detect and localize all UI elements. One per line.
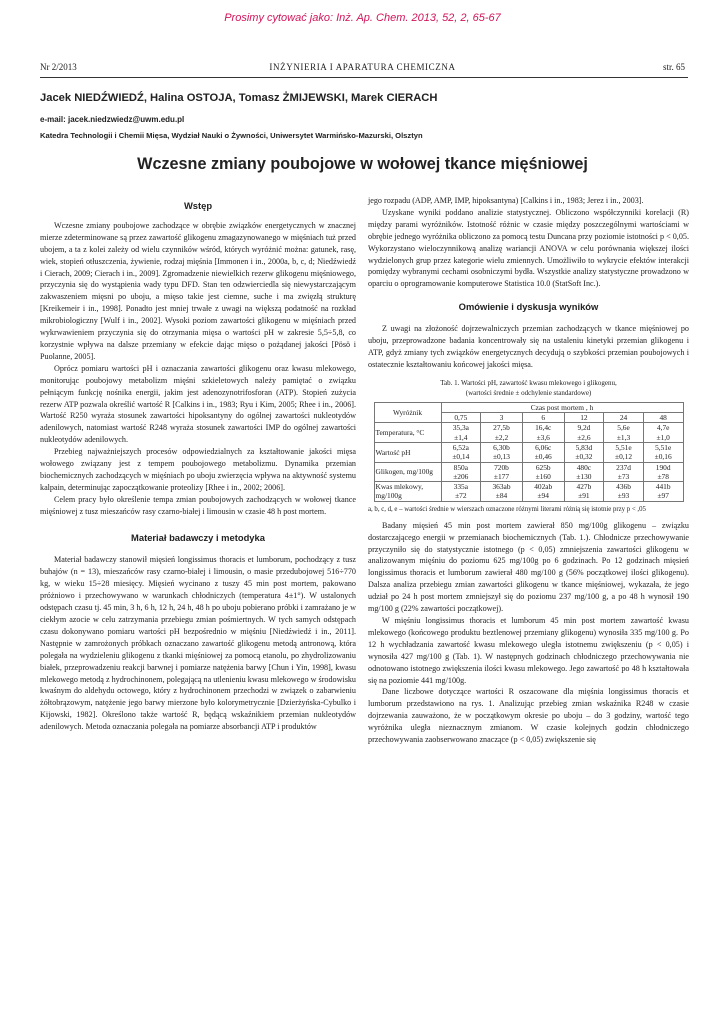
table-cell — [604, 442, 644, 462]
cell-mean: 480c — [576, 462, 592, 472]
cell-mean: 402ab — [534, 482, 553, 492]
table-row-label: Glikogen, mg/100g — [374, 462, 441, 482]
table-row — [374, 442, 683, 462]
table-cell — [643, 423, 683, 443]
paper-title: Wczesne zmiany poubojowe w wołowej tkance mięśniowej — [137, 155, 588, 173]
header-page: str. 65 — [662, 62, 685, 72]
cell-sd: ±0,46 — [534, 452, 552, 462]
intro-paragraph-1: Wczesne zmiany poubojowe zachodzące w obrębie związków energetycznych w znacznej mierze zdeterminowane są przez zawartość glikogenu zmagazynowanego w mięśniach tuż przed ubojem, a ta z kolei zależy od wielu czynników wśród, których wyróżnić można: gatunek, rasę, wiek, stopień otłuszczenia, żywienie, rodzaj mięśnia [Immonen i in., 2000a, b, c, d; Niedźwiedź i Cierach, 2009; Cierach i in., 2009]. Zgromadzenie niewielkich rezerw glikogenu mięśniowego, przyczynia się do wystąpienia wady typu DFD. Stan ten odzwierciedla się niewystarczającym zakwaszeniem mięsni po uboju, a mięso takie jest ciemne, suche i ma zwięzłą strukturę [Kreikemeir i in., 1998]. Ponadto jest mniej trwałe z uwagi na większą podatność na rozkład mikrobiologiczny [Wulf i in., 2002]. Wysoki poziom zawartości glikogenu w mięśniach przed wykrwawieniem przyczynia się do otrzymania mięsa o wartości pH w zakresie 5,5÷5,8, co korzystnie wpływa na dalsze przemiany w efekcie dając mięso o pożądanej jakości [Pösö i Puolanne, 2005]. — [40, 220, 356, 361]
table-cell — [441, 442, 481, 462]
table-cell — [441, 482, 481, 502]
cell-mean: 625b — [535, 462, 551, 472]
header-journal: INŻYNIERIA I APARATURA CHEMICZNA — [269, 62, 456, 72]
cell-mean: 27,5b — [493, 423, 510, 433]
table-1 — [368, 378, 689, 514]
cell-mean: 5,51e — [615, 442, 632, 452]
table-time-cell: 48 — [643, 413, 683, 423]
table-cell — [604, 482, 644, 502]
table-cell — [564, 442, 604, 462]
cell-mean: 190d — [655, 462, 671, 472]
statistics-paragraph: Uzyskane wyniki poddano analizie statystycznej. Obliczono współczynniki korelacji (R) między parami wyróżników. Istotność różnic w czasie między poszczególnymi wartościami w obrębie jednego wyróżnika obliczono za pomocą testu Duncana przy poziomie istotności p < 0,05. Wykorzystano wieloczynnikową analizę wariancji ANOVA w celu porównania większej ilości wydzielonych grup przez kategorie wielu zmiennych. Umożliwiło to wykrycie efektów interakcji pomiędzy wybranymi cechami osobniczymi bydła. Wszystkie analizy statystyczne prowadzono w oparciu o oprogramowanie komputerowe Statistica 10.0 (StatSoft Inc.). — [368, 207, 689, 289]
table-time-cell: 0,75 — [441, 413, 481, 423]
table-cell — [604, 423, 644, 443]
cell-sd: ±160 — [535, 471, 551, 481]
cell-sd: ±177 — [493, 471, 510, 481]
table-cell — [522, 462, 564, 482]
cell-sd: ±0,16 — [654, 452, 672, 462]
table-cell — [564, 423, 604, 443]
citation-banner: Prosimy cytować jako: Inż. Ap. Chem. 2013, 52, 2, 65-67 — [224, 12, 501, 24]
cell-sd: ±1,4 — [454, 432, 468, 442]
cell-mean: 441b — [655, 482, 671, 492]
table-cell — [643, 482, 683, 502]
table-cell — [481, 462, 523, 482]
cell-sd: ±206 — [453, 471, 469, 481]
table-time-cell: 3 — [481, 413, 523, 423]
cell-sd: ±91 — [578, 491, 590, 501]
cell-sd: ±2,2 — [494, 432, 509, 442]
table-cell — [481, 442, 523, 462]
table-cell — [522, 482, 564, 502]
discussion-paragraph-4: Dane liczbowe dotyczące wartości R oszacowane dla mięśnia longissimus thoracis et lumborum przedstawiono na rys. 1. Analizując przebieg zmian wskaźnika R248 w czasie dojrzewania zauważono, że w początkowym okresie po uboju – do 3 godziny, wartość tego wyróżnika uległa nieznacznym zmianom. W czasie kolejnych godzin chłodniczego przechowywania zaobserwowano znaczące (p < 0,05) zwiększenie się — [368, 687, 689, 745]
cell-sd: ±94 — [537, 491, 549, 501]
table-row-label: Temperatura, °C — [374, 423, 441, 443]
table-cell — [643, 462, 683, 482]
discussion-paragraph-3: W mięśniu longissimus thoracis et lumborum 45 min post mortem zawartość kwasu mlekowego (końcowego produktu beztlenowej przemiany glikogenu) wynosiła 335 mg/100 g. Po 12 h wychładzania zawartość kwasu mlekowego uległa istotnemu zwiększeniu (p < 0,05) i wynosiła 427 mg/100 g (Tab. 1). W następnych godzinach chłodniczego przechowywania nie odnotowano istotnego zwiększenia ilości kwasu mlekowego. Jego zawartość po 48 h kształtowała się na poziomie 441 mg/100g. — [368, 616, 689, 685]
cell-sd: ±0,32 — [575, 452, 593, 462]
cell-mean: 6,30b — [493, 442, 510, 452]
header-rule — [40, 77, 688, 78]
affiliation: Katedra Technologii i Chemii Mięsa, Wydział Nauki o Żywności, Uniwersytet Warmińsko-Mazurski, Olsztyn — [40, 131, 423, 140]
cell-sd: ±78 — [657, 471, 669, 481]
cell-mean: 6,52a — [452, 442, 469, 452]
materials-paragraph: Materiał badawczy stanowił mięsień longissimus thoracis et lumborum, pochodzący z tusz buhajów (n = 13), mieszańców rasy czarno-białej i limousin, o masie przedubojowej 516÷770 kg, w wieku 15÷28 miesięcy. Mięsień wycinano z tuszy 45 min post mortem, pakowano próżniowo i przechowywano w warunkach chłodniczych (temperatura 4±1°). W ustalonych odstępach czasu tj. 45 min, 3 h, 6 h, 12 h, 24 h, 48 h po uboju pobierano próbki i zamrażano je w ciekłym azocie w celu zatrzymania przebiegu zmian pośmiertnych. W tych samych odstępach czasu dokonywano pomiaru wartości pH bezpośrednio w mięśniu [Niedźwiedź i in., 2011]. Następnie w zamrożonych próbkach oznaczano zawartość glikogenu metodą antronową, która polegała na wydzieleniu glikogenu z tkanki mięśniowej za pomocą etanolu, po zhydrolizowaniu białek, przeprowadzeniu reakcji barwnej i pomiarze natężenia barwy [Chun i Yin, 1998], kwasu mlekowego metodą z hydrochinonem, polegającą na utlenieniu kwasu mlekowego w środowisku kwaśnym do aldehydu octowego, który z hydrochinonem przechodzi w związek o zabarwieniu żółtobrązowym, natężenie jego barwy mierzone było kolorymetrycznie [Dzierżyńska-Cybulko i Kijowski, 1982]. Określono także wartość R, będącą wskaźnikiem przemian nukleotydów adenilowych. Metoda oznaczania polegała na pomiarze absorbancji ATP i produktów — [40, 555, 356, 732]
table-cell — [564, 462, 604, 482]
table-footnote: a, b, c, d, e – wartości średnie w wierszach oznaczone różnymi literami różnią się istotnie przy p < ,05 — [368, 505, 646, 513]
table-caption-line-2: (wartości średnie ± odchylenie standardowe) — [465, 388, 592, 397]
table-cell — [564, 482, 604, 502]
table-cell — [441, 423, 481, 443]
cell-mean: 5,51e — [655, 442, 672, 452]
cell-mean: 9,2d — [577, 423, 591, 433]
table-cell — [604, 462, 644, 482]
table-cell — [441, 462, 481, 482]
authors: Jacek NIEDŹWIEDŹ, Halina OSTOJA, Tomasz ŻMIJEWSKI, Marek CIERACH — [40, 92, 438, 104]
data-table — [374, 402, 684, 502]
section-heading-discussion: Omówienie i dyskusja wyników — [458, 301, 599, 313]
table-time-cell: 6 — [522, 413, 564, 423]
section-heading-intro: Wstęp — [183, 200, 213, 211]
intro-paragraph-2: Oprócz pomiaru wartości pH i oznaczania zawartości glikogenu oraz kwasu mlekowego, monitorując poubojowy metabolizm mięśni szkieletowych należy pamiętać o związku pełniącym funkcję nośnika energii, jakim jest adenozynotrifosforan (ATP). Stopień zużycia rezerw ATP pozwala określić wartość R [Calkins i in., 1983; Ryu i Kim, 2005; Rhee i in., 2006]. Wartość R250 wyraża stosunek zawartości hipoksantyny do ogólnej zawartości nukleotydów adenilowych, natomiast wartość R248 wyraża stosunek zawartości IMP do ogólnej zawartości nukleotydów adenilowych. — [40, 363, 356, 445]
email[interactable]: e-mail: jacek.niedzwiedz@uwm.edu.pl — [40, 115, 185, 124]
table-cell — [522, 442, 564, 462]
cell-sd: ±84 — [495, 491, 508, 501]
cell-sd: ±0,12 — [615, 452, 633, 462]
cell-mean: 720b — [494, 462, 509, 472]
table-body — [374, 423, 683, 501]
cell-sd: ±1,3 — [616, 432, 631, 442]
discussion-paragraph-2: Badany mięsień 45 min post mortem zawierał 850 mg/100g glikogenu – związku dostarczającego energii w przemianach biochemicznych (Tab. 1.). Chłodnicze przechowywanie przyczyniło się do statystycznie istotnego (p < 0,05) zmniejszenia zawartości glikogenu w analizowanym mięśniu do poziomu 625 mg/100g po 6 godzinach. Po 12 godzinach mięsień longissimus thoracis et lumborum zawierał 480 mg/100 g (56% początkowej ilości glikogenu). Dalsza analiza przebiegu zmian zawartości glikogenu w tkance mięśniowej, wykazała, że jego udział po 24 h post mortem zmniejszył się do poziomu 237 mg/100 g, a po 48 h wynosił 190 mg/100 g (22% zawartości początkowej). — [368, 520, 689, 614]
cell-mean: 16,4c — [535, 423, 552, 433]
cell-mean: 5,83d — [575, 442, 593, 452]
table-time-cell: 24 — [604, 413, 644, 423]
cell-sd: ±93 — [617, 491, 630, 501]
cell-mean: 35,3a — [452, 423, 469, 433]
cell-sd: ±72 — [455, 491, 467, 501]
intro-paragraph-3: Przebieg najważniejszych procesów odpowiedzialnych za kształtowanie jakości mięsa wołowego związany jest z tempem poubojowego metabolizmu. Dynamika przemian biochemicznych zachodzących w mięśniach po uboju zwierzęcia wpływa na aktywność systemu kalpain, determinując zapoczątkowanie proteolizy [Rhee i in., 2002; 2006]. — [40, 447, 356, 492]
table-row — [374, 482, 683, 502]
cell-sd: ±1,0 — [656, 432, 670, 442]
header-issue: Nr 2/2013 — [40, 62, 77, 72]
cell-sd: ±2,6 — [577, 432, 591, 442]
cell-mean: 5,6e — [617, 423, 630, 433]
cell-mean: 436b — [616, 482, 631, 492]
table-cell — [481, 423, 523, 443]
table-cell — [481, 482, 523, 502]
methods-continued: jego rozpadu (ADP, AMP, IMP, hipoksantyna) [Calkins i in., 1983; Jerez i in., 2003]. — [368, 196, 644, 205]
cell-mean: 4,7e — [656, 423, 670, 433]
table-cell — [522, 423, 564, 443]
cell-mean: 363ab — [492, 482, 511, 492]
left-column — [40, 200, 356, 733]
table-row-label: Wartość pH — [374, 442, 441, 462]
table-caption-line-1: Tab. 1. Wartości pH, zawartość kwasu mlekowego i glikogenu, — [440, 378, 617, 387]
discussion-paragraph-1: Z uwagi na złożoność dojrzewalniczych przemian zachodzących w tkance mięśniowej po uboju, przeprowadzone badania koncentrowały się na ustaleniu kinetyki przemian glikogenu i ATP, gdyż zmiany tych związków energetycznych decydują o szybkości przemian poubojowych i ostatecznie kształtowaniu końcowej jakości mięsa. — [368, 324, 689, 369]
cell-mean: 427b — [576, 482, 592, 492]
cell-sd: ±0,13 — [492, 452, 510, 462]
table-row-header: Wyróżnik — [374, 402, 441, 423]
table-time-header: Czas post mortem , h — [441, 402, 683, 412]
section-heading-materials: Materiał badawczy i metodyka — [131, 531, 265, 543]
table-cell — [643, 442, 683, 462]
cell-sd: ±0,14 — [452, 452, 470, 462]
intro-paragraph-4: Celem pracy było określenie tempa zmian poubojowych zachodzących w wołowej tkance mięśniowej z tusz mieszańców rasy czarno-białej i limousin w czasie 48 h post mortem. — [40, 494, 356, 516]
table-row — [374, 423, 683, 443]
cell-sd: ±73 — [617, 471, 630, 481]
table-time-cell: 12 — [564, 413, 604, 423]
cell-mean: 335a — [453, 482, 468, 492]
table-row-label: Kwas mlekowy, mg/100g — [374, 482, 441, 502]
cell-sd: ±130 — [576, 471, 592, 481]
cell-mean: 6,06c — [535, 442, 552, 452]
cell-sd: ±3,6 — [536, 432, 550, 442]
cell-mean: 850a — [453, 462, 468, 472]
cell-mean: 237d — [616, 462, 631, 472]
table-row — [374, 462, 683, 482]
cell-sd: ±97 — [657, 491, 669, 501]
right-column — [368, 195, 689, 746]
